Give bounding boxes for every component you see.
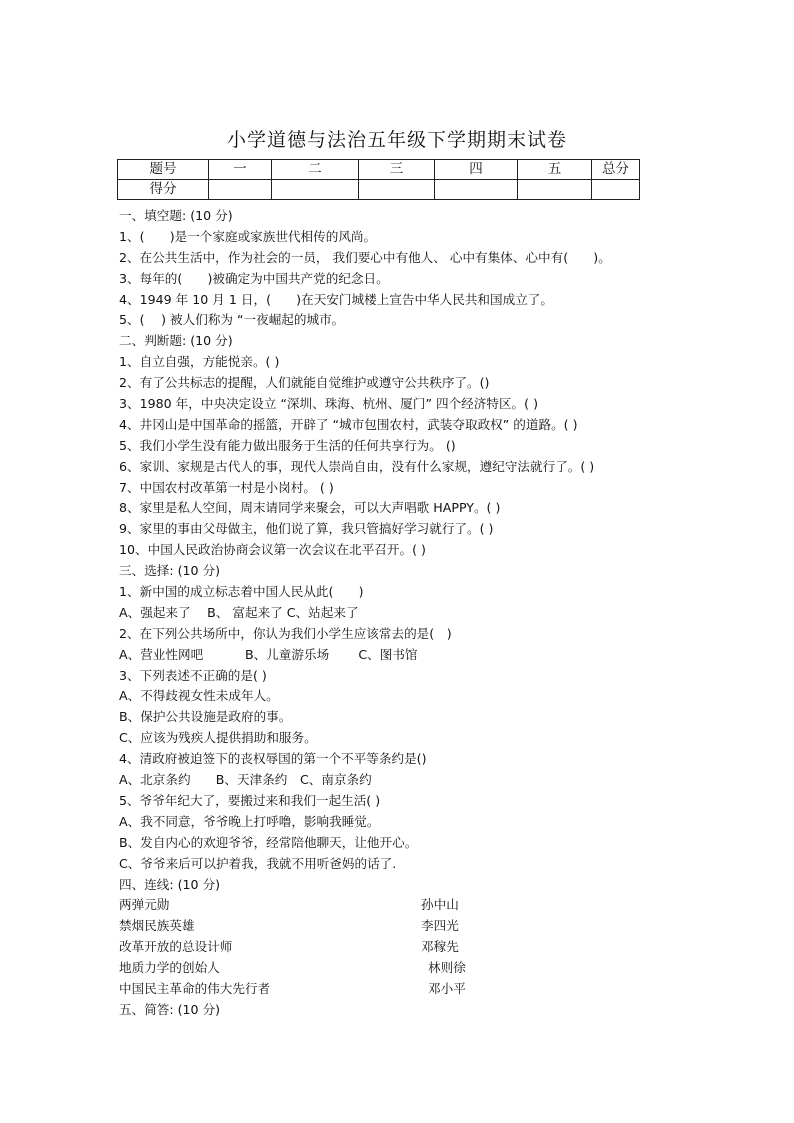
judge-question-1: 1、自立自强，方能悦亲。( )	[119, 354, 280, 370]
choice-question-5: 5、爷爷年纪大了，要搬过来和我们一起生活( )	[119, 792, 381, 808]
score-table	[117, 159, 640, 200]
connect-left-1: 两弹元勋	[119, 897, 170, 913]
choice-options-1: A、强起来了 B、 富起来了 C、站起来了	[119, 604, 359, 620]
header-cell-4: 四	[435, 160, 518, 180]
section-heading-choice: 三、选择: (10 分)	[119, 563, 221, 579]
fill-question-2: 2、在公共生活中，作为社会的一员， 我们要心中有他人、 心中有集体、心中有( )。	[119, 249, 611, 265]
section-heading-fill: 一、填空题: (10 分)	[119, 208, 233, 223]
judge-question-6: 6、家训、家规是古代人的事，现代人崇尚自由，没有什么家规，遵纪守法就行了。( )	[119, 458, 595, 474]
choice-question-4: 4、清政府被迫签下的丧权辱国的第一个不平等条约是()	[119, 751, 427, 767]
exam-title: 小学道德与法治五年级下学期期末试卷	[226, 129, 567, 151]
section-heading-connect: 四、连线: (10 分)	[119, 876, 221, 892]
choice-option-5b: B、发自内心的欢迎爷爷，经常陪他聊天，让他开心。	[119, 834, 418, 850]
connect-row-2	[119, 916, 679, 937]
judge-question-9: 9、家里的事由父母做主，他们说了算，我只管搞好学习就行了。( )	[119, 521, 494, 537]
connect-left-5: 中国民主革命的伟大先行者	[119, 980, 271, 996]
choice-options-2: A、营业性网吧 B、儿童游乐场 C、图书馆	[119, 646, 418, 662]
fill-question-4: 4、1949 年 10 月 1 日，( )在天安门城楼上宣告中华人民共和国成立了。	[119, 291, 553, 307]
judge-question-2: 2、有了公共标志的提醒，人们就能自觉维护或遵守公共秩序了。()	[119, 375, 490, 391]
connect-right-1: 孙中山	[421, 897, 459, 913]
score-table-header-row	[118, 160, 640, 180]
score-table-score-row	[118, 180, 640, 200]
connect-right-4: 林则徐	[428, 960, 466, 976]
score-cell-total[interactable]	[592, 180, 640, 200]
section-heading-judge: 二、判断题: (10 分)	[119, 333, 233, 349]
choice-option-5a: A、我不同意，爷爷晚上打呼噜，影响我睡觉。	[119, 813, 380, 829]
judge-question-5: 5、我们小学生没有能力做出服务于生活的任何共享行为。 ()	[119, 437, 456, 453]
connect-left-2: 禁烟民族英雄	[119, 918, 195, 934]
choice-question-3: 3、下列表述不正确的是( )	[119, 667, 267, 683]
connect-row-4	[119, 958, 679, 979]
judge-question-4: 4、井冈山是中国革命的摇篮，开辟了 “城市包围农村，武装夺取政权” 的道路。( )	[119, 416, 578, 432]
judge-question-7: 7、中国农村改革第一村是小岗村。 ( )	[119, 479, 334, 495]
fill-question-5: 5、( ) 被人们称为 “一夜崛起的城市。	[119, 312, 345, 328]
judge-question-8: 8、家里是私人空间，周末请同学来聚会，可以大声唱歌 HAPPY。( )	[119, 500, 501, 516]
fill-question-1: 1、( )是一个家庭或家族世代相传的风尚。	[119, 228, 377, 244]
judge-question-3: 3、1980 年，中央决定设立 “深圳、珠海、杭州、厦门” 四个经济特区。( )	[119, 396, 538, 412]
header-cell-3: 三	[359, 160, 435, 180]
score-cell-5[interactable]	[518, 180, 592, 200]
exam-content	[119, 206, 679, 1021]
choice-option-3a: A、不得歧视女性未成年人。	[119, 688, 279, 704]
choice-question-1: 1、新中国的成立标志着中国人民从此( )	[119, 584, 364, 600]
header-cell-1: 一	[209, 160, 272, 180]
header-cell-total: 总分	[592, 160, 640, 180]
connect-row-5	[119, 979, 679, 1000]
choice-option-5c: C、爷爷来后可以护着我，我就不用听爸妈的话了.	[119, 855, 397, 871]
connect-right-5: 邓小平	[428, 980, 466, 996]
judge-question-10: 10、中国人民政治协商会议第一次会议在北平召开。( )	[119, 542, 426, 558]
row-label-score: 得分	[118, 180, 209, 200]
connect-left-3: 改革开放的总设计师	[119, 939, 233, 955]
score-cell-3[interactable]	[359, 180, 435, 200]
connect-row-1	[119, 895, 679, 916]
header-cell-2: 二	[272, 160, 359, 180]
fill-question-3: 3、每年的( )被确定为中国共产党的纪念日。	[119, 270, 389, 286]
header-cell-5: 五	[518, 160, 592, 180]
choice-option-3c: C、应该为残疾人提供捐助和服务。	[119, 730, 317, 746]
choice-question-2: 2、在下列公共场所中，你认为我们小学生应该常去的是( )	[119, 625, 452, 641]
header-cell-label: 题号	[118, 160, 209, 180]
connect-row-3	[119, 937, 679, 958]
choice-option-3b: B、保护公共设施是政府的事。	[119, 709, 292, 725]
score-cell-2[interactable]	[272, 180, 359, 200]
section-heading-short: 五、简答: (10 分)	[119, 1001, 221, 1017]
connect-left-4: 地质力学的创始人	[119, 960, 220, 976]
score-cell-4[interactable]	[435, 180, 518, 200]
connect-right-3: 邓稼先	[421, 939, 459, 955]
score-cell-1[interactable]	[209, 180, 272, 200]
choice-options-4: A、北京条约 B、天津条约 C、南京条约	[119, 772, 372, 788]
connect-right-2: 李四光	[421, 918, 459, 934]
